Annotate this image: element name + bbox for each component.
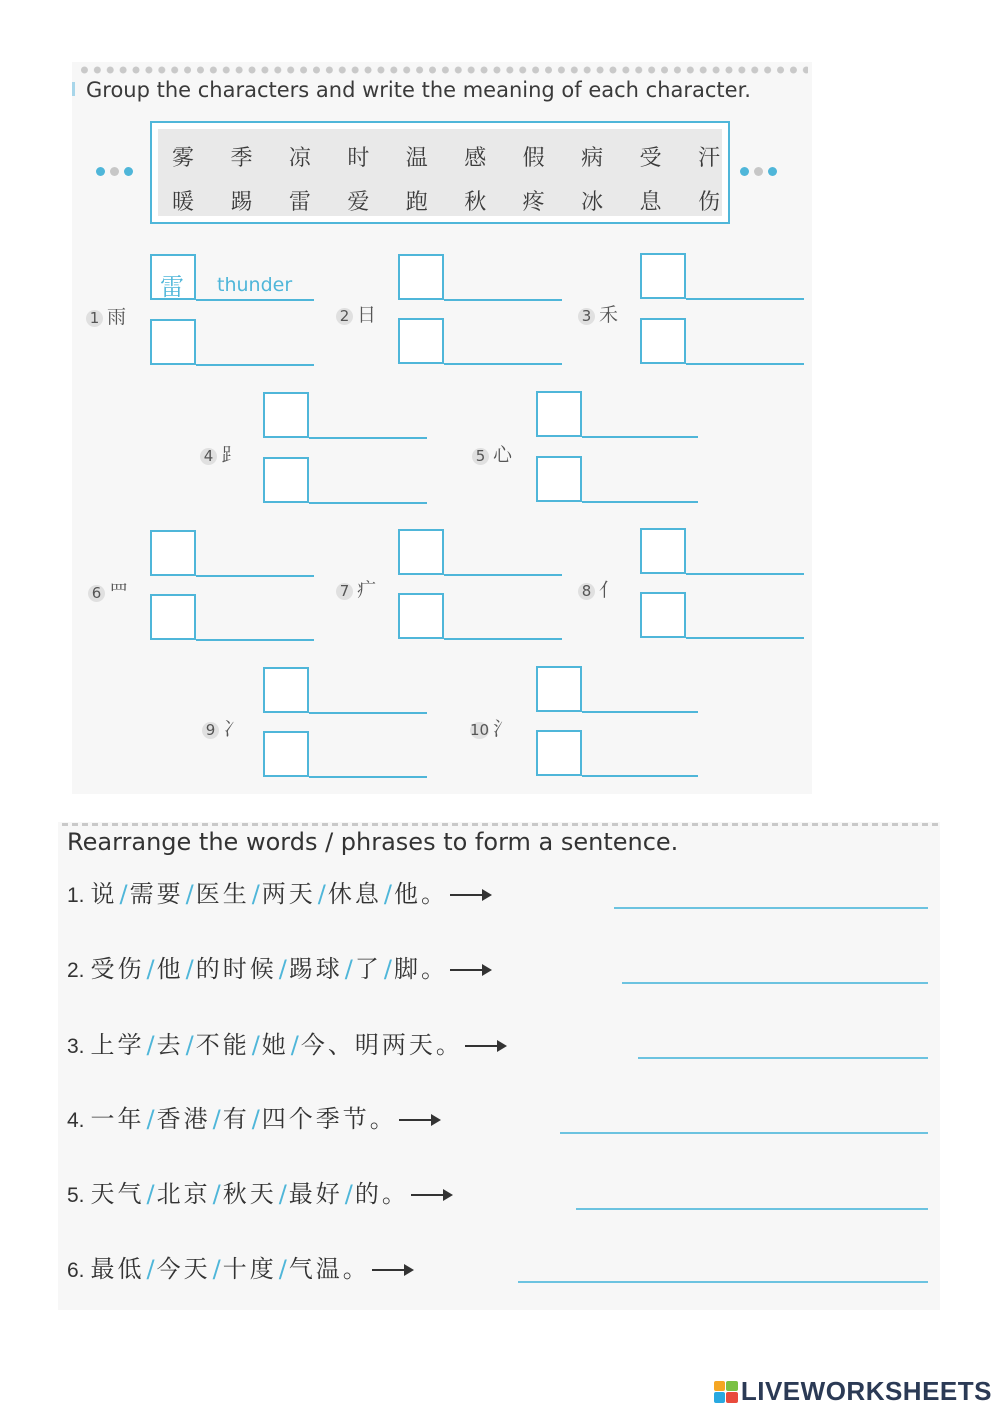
word-chunk: 他 bbox=[156, 955, 184, 983]
arrow-icon bbox=[411, 1194, 451, 1196]
sentence-number: 3. bbox=[67, 1035, 85, 1058]
meaning-line[interactable] bbox=[582, 711, 698, 713]
meaning-line[interactable] bbox=[196, 639, 314, 641]
group-number: 3 禾 bbox=[578, 300, 618, 327]
arrow-icon bbox=[450, 894, 490, 896]
sentence-number: 6. bbox=[67, 1259, 85, 1282]
group-number: 5 心 bbox=[472, 440, 512, 467]
bank-character[interactable]: 凉 bbox=[288, 146, 311, 171]
answer-box[interactable] bbox=[640, 318, 686, 364]
word-chunk: 他。 bbox=[393, 880, 448, 908]
answer-box[interactable] bbox=[150, 530, 196, 576]
bank-character[interactable]: 季 bbox=[230, 146, 253, 171]
bank-character[interactable]: 疼 bbox=[522, 190, 545, 215]
group-radical: 疒 bbox=[357, 579, 377, 601]
logo-text: LIVEWORKSHEETS bbox=[740, 1376, 992, 1406]
sentence-number: 2. bbox=[67, 959, 85, 982]
word-chunk: 了 bbox=[354, 955, 382, 983]
meaning-line[interactable] bbox=[686, 298, 804, 300]
liveworksheets-logo[interactable] bbox=[714, 1376, 992, 1407]
word-chunk: 不能 bbox=[195, 1031, 250, 1059]
arrow-icon bbox=[450, 969, 490, 971]
sentence-number: 4. bbox=[67, 1109, 85, 1132]
bank-character[interactable]: 暖 bbox=[172, 190, 195, 215]
group-number: 8 亻 bbox=[578, 575, 618, 602]
group-radical: ⺫ bbox=[109, 581, 129, 603]
sentence-row: 1. 说/需要/医生/两天/休息/他。 bbox=[67, 874, 490, 909]
dotted-divider bbox=[78, 63, 808, 77]
word-chunk: 需要 bbox=[129, 880, 184, 908]
word-chunk: 气温。 bbox=[288, 1255, 370, 1283]
group-radical: 冫 bbox=[223, 718, 243, 740]
bank-character[interactable]: 雷 bbox=[288, 190, 311, 215]
bank-character[interactable]: 受 bbox=[639, 146, 662, 171]
character-bank-row-2 bbox=[172, 185, 720, 216]
answer-box[interactable] bbox=[398, 529, 444, 575]
word-chunk: 的时候 bbox=[195, 955, 277, 983]
meaning-line[interactable] bbox=[309, 502, 427, 504]
answer-box[interactable] bbox=[640, 528, 686, 574]
answer-box[interactable] bbox=[640, 253, 686, 299]
bank-character[interactable]: 爱 bbox=[347, 190, 370, 215]
answer-box[interactable] bbox=[536, 666, 582, 712]
sentence-number: 1. bbox=[67, 884, 85, 907]
arrow-icon bbox=[372, 1269, 412, 1271]
meaning-line[interactable] bbox=[582, 501, 698, 503]
word-chunk: 两天 bbox=[261, 880, 316, 908]
bank-character[interactable]: 感 bbox=[464, 146, 487, 171]
word-chunk: 四个季节。 bbox=[261, 1105, 397, 1133]
answer-box[interactable] bbox=[263, 457, 309, 503]
group-radical: 心 bbox=[493, 444, 513, 466]
bank-character[interactable]: 时 bbox=[347, 146, 370, 171]
word-chunk: 有 bbox=[222, 1105, 250, 1133]
word-chunk: 说 bbox=[90, 880, 118, 908]
word-chunk: 受伤 bbox=[90, 955, 145, 983]
group-number: 6 ⺫ bbox=[88, 577, 128, 604]
answer-box[interactable] bbox=[640, 592, 686, 638]
dashed-divider bbox=[62, 823, 942, 826]
answer-box[interactable] bbox=[150, 319, 196, 365]
group-number: 7 疒 bbox=[336, 575, 376, 602]
answer-box[interactable] bbox=[398, 593, 444, 639]
sentence-answer-line[interactable] bbox=[638, 1057, 928, 1059]
left-dot-chain bbox=[96, 167, 133, 176]
logo-mark-icon bbox=[714, 1381, 738, 1403]
answer-box[interactable] bbox=[536, 456, 582, 502]
word-chunk: 踢球 bbox=[288, 955, 343, 983]
group-radical: 日 bbox=[357, 304, 377, 326]
bank-character[interactable]: 秋 bbox=[464, 190, 487, 215]
meaning-line[interactable] bbox=[196, 575, 314, 577]
meaning-line[interactable] bbox=[196, 299, 314, 301]
word-chunk: 最低 bbox=[90, 1255, 145, 1283]
sentence-row: 5. 天气/北京/秋天/最好/的。 bbox=[67, 1174, 451, 1209]
meaning-line[interactable] bbox=[686, 363, 804, 365]
meaning-line[interactable] bbox=[582, 775, 698, 777]
section-1-instruction: Group the characters and write the meaning of each character. bbox=[86, 78, 751, 102]
word-chunk: 今、明两天。 bbox=[300, 1031, 463, 1059]
group-radical: ⻊ bbox=[221, 444, 241, 466]
answer-box[interactable] bbox=[536, 730, 582, 776]
sentence-answer-line[interactable] bbox=[560, 1132, 928, 1134]
group-number: 10 氵 bbox=[470, 718, 513, 740]
word-chunk: 上学 bbox=[90, 1031, 145, 1059]
accent-bar bbox=[72, 82, 75, 96]
sentence-row: 2. 受伤/他/的时候/踢球/了/脚。 bbox=[67, 949, 490, 984]
answer-box[interactable] bbox=[263, 731, 309, 777]
sentence-answer-line[interactable] bbox=[576, 1208, 928, 1210]
example-meaning: thunder bbox=[217, 274, 293, 296]
meaning-line[interactable] bbox=[309, 437, 427, 439]
group-radical: 亻 bbox=[599, 579, 619, 601]
word-chunk: 十度 bbox=[222, 1255, 277, 1283]
word-chunk: 一年 bbox=[90, 1105, 145, 1133]
word-chunk: 去 bbox=[156, 1031, 184, 1059]
group-radical: 氵 bbox=[493, 718, 513, 740]
group-number: 4 ⻊ bbox=[200, 440, 240, 467]
meaning-line[interactable] bbox=[444, 363, 562, 365]
sentence-answer-line[interactable] bbox=[518, 1281, 928, 1283]
answer-box[interactable] bbox=[263, 392, 309, 438]
word-chunk: 香港 bbox=[156, 1105, 211, 1133]
word-chunk: 天气 bbox=[90, 1180, 145, 1208]
character-bank bbox=[150, 121, 730, 224]
bank-character[interactable]: 冰 bbox=[581, 190, 604, 215]
word-chunk: 医生 bbox=[195, 880, 250, 908]
meaning-line[interactable] bbox=[309, 712, 427, 714]
sentence-row: 6. 最低/今天/十度/气温。 bbox=[67, 1249, 412, 1284]
character-bank-row-1 bbox=[172, 141, 720, 172]
meaning-line[interactable] bbox=[686, 637, 804, 639]
answer-box[interactable] bbox=[398, 318, 444, 364]
word-chunk: 她 bbox=[261, 1031, 289, 1059]
group-number: 1 雨 bbox=[86, 302, 126, 329]
arrow-icon bbox=[399, 1119, 439, 1121]
bank-character[interactable]: 温 bbox=[405, 146, 428, 171]
bank-character[interactable]: 假 bbox=[522, 146, 545, 171]
right-dot-chain bbox=[740, 167, 777, 176]
word-chunk: 今天 bbox=[156, 1255, 211, 1283]
bank-character[interactable]: 伤 bbox=[697, 190, 720, 215]
bank-character[interactable]: 汗 bbox=[697, 146, 720, 171]
sentence-row: 3. 上学/去/不能/她/今、明两天。 bbox=[67, 1025, 505, 1060]
bank-character[interactable]: 雾 bbox=[172, 146, 195, 171]
sentence-answer-line[interactable] bbox=[622, 982, 928, 984]
word-chunk: 秋天 bbox=[222, 1180, 277, 1208]
meaning-line[interactable] bbox=[196, 364, 314, 366]
sentence-answer-line[interactable] bbox=[614, 907, 928, 909]
answer-box[interactable] bbox=[263, 667, 309, 713]
arrow-icon bbox=[465, 1045, 505, 1047]
answer-box[interactable] bbox=[398, 254, 444, 300]
section-2-instruction: Rearrange the words / phrases to form a sentence. bbox=[67, 828, 679, 856]
word-chunk: 脚。 bbox=[393, 955, 448, 983]
meaning-line[interactable] bbox=[309, 776, 427, 778]
meaning-line[interactable] bbox=[444, 638, 562, 640]
bank-character[interactable]: 息 bbox=[639, 190, 662, 215]
group-number: 9 冫 bbox=[202, 714, 242, 741]
word-chunk: 最好 bbox=[288, 1180, 343, 1208]
word-chunk: 北京 bbox=[156, 1180, 211, 1208]
answer-box[interactable] bbox=[150, 594, 196, 640]
meaning-line[interactable] bbox=[444, 574, 562, 576]
meaning-line[interactable] bbox=[686, 573, 804, 575]
word-chunk: 的。 bbox=[354, 1180, 409, 1208]
meaning-line[interactable] bbox=[582, 436, 698, 438]
word-chunk: 休息 bbox=[327, 880, 382, 908]
group-number: 2 日 bbox=[336, 300, 376, 327]
bank-character[interactable]: 跑 bbox=[405, 190, 428, 215]
bank-character[interactable]: 踢 bbox=[230, 190, 253, 215]
sentence-row: 4. 一年/香港/有/四个季节。 bbox=[67, 1099, 439, 1134]
example-character: 雷 bbox=[160, 273, 184, 301]
bank-character[interactable]: 病 bbox=[581, 146, 604, 171]
answer-box[interactable] bbox=[536, 391, 582, 437]
group-radical: 雨 bbox=[107, 306, 127, 328]
meaning-line[interactable] bbox=[444, 299, 562, 301]
sentence-number: 5. bbox=[67, 1184, 85, 1207]
group-radical: 禾 bbox=[599, 304, 619, 326]
